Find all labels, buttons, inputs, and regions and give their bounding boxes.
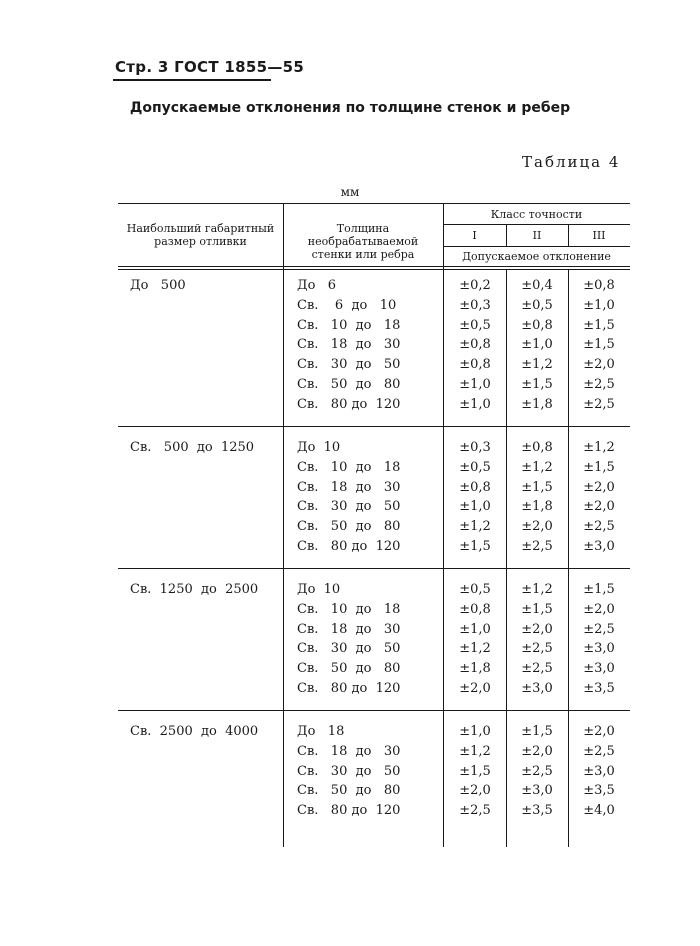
deviation-value-class-1: ±1,0 [459,499,491,515]
deviation-value-class-3: ±2,0 [583,724,615,739]
accuracy-class-header: Класс точности [490,208,583,221]
thickness-header-line: Толщина необрабатываемой [307,222,419,248]
deviation-value-class-2: ±2,0 [521,519,553,535]
wall-thickness-cell: Св. 18 до 30 [297,479,401,495]
deviation-value-class-1: ±1,5 [459,539,491,554]
deviation-value-class-2: ±3,0 [521,783,553,799]
group-divider [118,568,630,569]
deviation-value-class-3: ±2,0 [583,357,615,373]
wall-thickness-cell: До 10 [297,440,341,455]
deviation-value-class-1: ±0,8 [459,337,491,353]
deviation-value-class-1: ±2,0 [459,681,491,696]
deviation-value-class-1: ±1,0 [459,396,491,412]
size-column-header [118,222,283,248]
deviation-value-class-2: ±2,5 [521,641,553,657]
deviation-value-class-3: ±2,5 [583,621,615,637]
deviation-value-class-3: ±0,8 [583,278,615,293]
deviation-value-class-1: ±0,3 [459,297,491,313]
class-ii-header: II [532,229,542,242]
wall-thickness-cell: До 6 [297,278,337,293]
deviation-value-class-1: ±2,0 [459,783,491,799]
header-underline [113,79,271,81]
deviation-value-class-2: ±3,0 [521,681,553,696]
wall-thickness-cell: Св. 6 до 10 [297,297,397,313]
deviation-value-class-2: ±2,0 [521,621,553,637]
deviation-value-class-1: ±2,5 [459,803,491,819]
header-bottom-rule-2 [118,269,630,270]
group-divider [118,426,630,427]
deviation-value-class-1: ±1,0 [459,377,491,392]
size-header-line: Наибольший габаритный [126,222,275,235]
class-subrule [443,246,630,247]
class-i-header: I [472,229,477,242]
deviation-value-class-2: ±1,2 [521,459,553,475]
deviation-value-class-3: ±3,0 [583,641,615,657]
deviation-value-class-1: ±0,5 [459,317,491,333]
deviation-value-class-2: ±2,0 [521,743,553,759]
deviation-value-class-3: ±1,5 [583,337,615,353]
wall-thickness-cell: Св. 10 до 18 [297,601,401,617]
class-divider [568,269,569,847]
wall-thickness-cell: Св. 80 до 120 [297,396,401,412]
wall-thickness-cell: Св. 10 до 18 [297,317,401,333]
deviation-value-class-3: ±2,5 [583,519,615,535]
deviation-value-class-2: ±1,5 [521,377,553,392]
wall-thickness-cell: Св. 10 до 18 [297,459,401,475]
column-divider [283,203,284,847]
deviation-value-class-2: ±1,0 [521,337,553,353]
deviation-value-class-1: ±1,0 [459,724,491,739]
deviation-value-class-1: ±1,5 [459,763,491,779]
wall-thickness-cell: Св. 80 до 120 [297,539,401,554]
deviation-value-class-3: ±3,0 [583,763,615,779]
deviation-value-class-3: ±2,0 [583,601,615,617]
deviation-value-class-2: ±2,5 [521,661,553,677]
group-divider [118,710,630,711]
deviation-value-class-1: ±0,5 [459,582,491,597]
deviation-value-class-3: ±3,5 [583,681,615,696]
unit-label: мм [340,185,360,199]
deviation-value-class-2: ±1,5 [521,601,553,617]
deviation-value-class-2: ±1,5 [521,724,553,739]
page-header: Стр. 3 ГОСТ 1855—55 [115,58,305,76]
wall-thickness-cell: Св. 50 до 80 [297,661,401,677]
deviation-value-class-1: ±0,5 [459,459,491,475]
wall-thickness-cell: Св. 80 до 120 [297,803,401,819]
class-iii-header: III [592,229,606,242]
deviation-value-class-2: ±1,5 [521,479,553,495]
deviation-value-class-1: ±0,2 [459,278,491,293]
deviation-value-class-3: ±3,0 [583,539,615,554]
wall-thickness-cell: Св. 18 до 30 [297,743,401,759]
wall-thickness-cell: До 18 [297,724,345,739]
table-top-rule [118,203,630,204]
deviation-value-class-1: ±1,2 [459,743,491,759]
deviation-value-class-2: ±2,5 [521,539,553,554]
deviation-value-class-1: ±1,8 [459,661,491,677]
wall-thickness-cell: Св. 80 до 120 [297,681,401,696]
deviation-value-class-2: ±1,2 [521,357,553,373]
thickness-column-header [283,222,443,261]
deviation-value-class-1: ±0,8 [459,357,491,373]
deviation-value-class-3: ±3,0 [583,661,615,677]
deviation-value-class-2: ±1,2 [521,582,553,597]
deviation-value-class-1: ±0,8 [459,479,491,495]
deviation-value-class-2: ±0,8 [521,317,553,333]
deviation-value-class-1: ±0,3 [459,440,491,455]
deviation-value-class-3: ±2,5 [583,743,615,759]
wall-thickness-cell: Св. 30 до 50 [297,641,401,657]
deviation-value-class-1: ±0,8 [459,601,491,617]
wall-thickness-cell: Св. 30 до 50 [297,499,401,515]
deviation-value-class-2: ±0,5 [521,297,553,313]
deviation-value-class-3: ±2,5 [583,396,615,412]
wall-thickness-cell: Св. 50 до 80 [297,519,401,535]
deviation-value-class-3: ±1,5 [583,459,615,475]
wall-thickness-cell: Св. 18 до 30 [297,621,401,637]
casting-size-cell: Св. 1250 до 2500 [130,582,259,597]
deviation-value-class-1: ±1,2 [459,519,491,535]
header-bottom-rule [118,266,630,267]
table-label: Таблица 4 [522,153,621,171]
deviation-value-class-3: ±2,0 [583,479,615,495]
deviation-value-class-1: ±1,0 [459,621,491,637]
wall-thickness-cell: Св. 50 до 80 [297,377,401,392]
size-header-line: размер отливки [154,235,247,248]
deviation-value-class-3: ±1,5 [583,582,615,597]
wall-thickness-cell: Св. 50 до 80 [297,783,401,799]
deviation-value-class-3: ±1,5 [583,317,615,333]
class-divider [506,269,507,847]
deviation-value-class-2: ±1,8 [521,499,553,515]
casting-size-cell: Св. 2500 до 4000 [130,724,259,739]
thickness-header-line: стенки или ребра [311,248,415,261]
deviation-value-class-2: ±2,5 [521,763,553,779]
deviation-value-class-1: ±1,2 [459,641,491,657]
casting-size-cell: Св. 500 до 1250 [130,440,255,455]
deviation-value-class-2: ±0,4 [521,278,553,293]
wall-thickness-cell: Св. 30 до 50 [297,357,401,373]
casting-size-cell: До 500 [130,278,186,293]
deviation-value-class-3: ±2,5 [583,377,615,392]
section-title: Допускаемые отклонения по толщине стенок и ребер [129,100,571,116]
wall-thickness-cell: До 10 [297,582,341,597]
deviation-value-class-2: ±3,5 [521,803,553,819]
deviation-value-class-2: ±1,8 [521,396,553,412]
deviation-value-class-3: ±1,2 [583,440,615,455]
deviation-header: Допускаемое отклонение [462,250,611,263]
deviation-value-class-3: ±1,0 [583,297,615,313]
wall-thickness-cell: Св. 30 до 50 [297,763,401,779]
deviation-value-class-2: ±0,8 [521,440,553,455]
wall-thickness-cell: Св. 18 до 30 [297,337,401,353]
deviation-value-class-3: ±2,0 [583,499,615,515]
class-rule [443,224,630,225]
deviation-value-class-3: ±4,0 [583,803,615,819]
deviation-value-class-3: ±3,5 [583,783,615,799]
